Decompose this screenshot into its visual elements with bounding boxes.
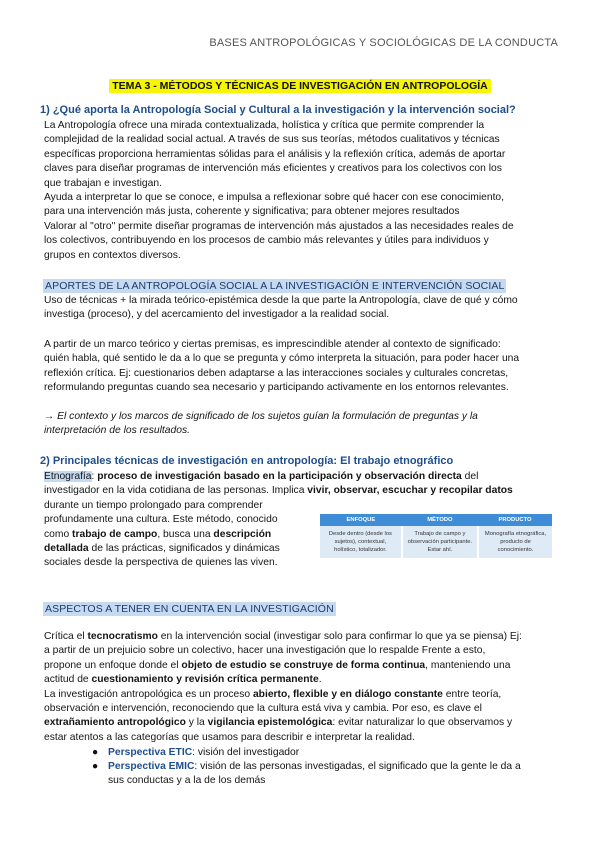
bold-fragment: vigilancia epistemológica xyxy=(207,717,333,729)
perspective-text: : visión del investigador xyxy=(192,747,300,758)
text-fragment: , busca una xyxy=(157,528,214,540)
text-fragment: actitud de xyxy=(44,674,92,686)
text-line xyxy=(44,630,564,644)
text-fragment: propone un enfoque donde el xyxy=(44,659,182,671)
text-fragment: , manteniendo una xyxy=(425,659,511,671)
perspectives-list xyxy=(92,746,562,775)
text-fragment: entre teoría, xyxy=(442,688,502,700)
text-line: específicas proporciona herramientas sólidas para el análisis y la reflexión crítica, además de aportar xyxy=(44,148,506,160)
bold-fragment: extrañamiento antropológico xyxy=(44,717,186,729)
text-line: La Antropología ofrece una mirada contextualizada, holística y crítica que permite comprender la xyxy=(44,120,485,131)
section-2-heading: 2) Principales técnicas de investigación en antropología: El trabajo etnográfico xyxy=(40,455,454,467)
text-line: reflexión crítica. Ej: cuestionarios deben adaptarse a las interacciones sociales y culturales concretas, xyxy=(44,367,509,379)
text-line: quién habla, qué sentido le da a lo que se pregunta y cómo interpreta la situación, para poder hacer una xyxy=(44,353,520,365)
table-header-producto: PRODUCTO xyxy=(478,514,552,526)
table-header-metodo: MÉTODO xyxy=(402,514,478,526)
bold-fragment: vivir, observar, escuchar y recopilar datos xyxy=(307,485,513,497)
bold-fragment: proceso de investigación basado en la participación y observación directa xyxy=(97,471,462,482)
text-line: para una intervención más justa, coherente y significativa; para obtener mejores resultados xyxy=(44,206,460,218)
ethnography-table xyxy=(320,514,552,558)
text-line xyxy=(44,659,564,673)
text-line xyxy=(44,688,564,702)
perspective-text: : visión de las personas investigadas, el significado que la gente le da a xyxy=(194,761,521,773)
text-line: A partir de un marco teórico y ciertas premisas, es imprescindible atender al contexto de significado: xyxy=(44,339,501,350)
text-fragment: de las prácticas, significados y dinámicas xyxy=(88,543,280,555)
aspectos-heading: ASPECTOS A TENER EN CUENTA EN LA INVESTIGACIÓN xyxy=(45,603,334,615)
text-line xyxy=(44,673,564,687)
table-cell: Monografía etnográfica, producto de conocimiento. xyxy=(478,526,552,558)
list-item xyxy=(92,746,562,760)
text-fragment: del xyxy=(461,471,479,482)
perspective-term: Perspectiva ETIC xyxy=(108,747,193,758)
text-fragment: : evitar naturalizar lo que observamos y xyxy=(332,717,513,729)
aportes-paragraph-1 xyxy=(44,294,564,323)
bold-fragment: cuestionamiento y revisión crítica permanente xyxy=(91,674,319,686)
text-fragment: La investigación antropológica es un proceso xyxy=(44,688,253,700)
text-line: investiga (proceso), y del acercamiento del investigador a la realidad social. xyxy=(44,309,390,321)
running-header: BASES ANTROPOLÓGICAS Y SOCIOLÓGICAS DE LA CONDUCTA xyxy=(209,37,558,49)
table-cell: Trabajo de campo y observación participante. Estar ahí. xyxy=(402,526,478,558)
text-line: que trabajan e investigan. xyxy=(44,177,162,189)
text-line: grupos en contextos diversos. xyxy=(44,249,181,261)
text-line: complejidad de la realidad social actual. A través de sus sus teorías, métodos cualitativos y técnicas xyxy=(44,134,500,146)
text-line: a partir de un prejuicio sobre un colectivo, hacer una investigación que lo respalde Frente a esto, xyxy=(44,645,486,657)
table-header-enfoque: ENFOQUE xyxy=(320,514,402,526)
list-item xyxy=(92,760,562,774)
text-fragment: como xyxy=(44,528,73,540)
bold-fragment: descripción xyxy=(213,528,272,540)
text-fragment: investigador en la vida cotidiana de las personas. Implica xyxy=(44,485,308,497)
text-line: observación e intervención, reconociendo que la cultura está viva y cambia. Por eso, es clave el xyxy=(44,703,482,715)
aportes-heading: APORTES DE LA ANTROPOLOGÍA SOCIAL A LA INVESTIGACIÓN E INTERVENCIÓN SOCIAL xyxy=(45,280,505,292)
text-line: interpretación de los resultados. xyxy=(44,425,190,437)
bold-fragment: tecnocratismo xyxy=(87,631,158,642)
text-line: Uso de técnicas + la mirada teórico-epistémica desde la que parte la Antropología, clave de qué y cómo xyxy=(44,295,518,306)
text-line xyxy=(44,470,564,484)
text-fragment: y la xyxy=(185,717,208,729)
text-fragment: : xyxy=(91,471,98,482)
document-title-text: TEMA 3 - MÉTODOS Y TÉCNICAS DE INVESTIGACIÓN EN ANTROPOLOGÍA xyxy=(109,79,491,93)
document-title xyxy=(0,76,600,94)
text-line: Ayuda a interpretar lo que se conoce, e impulsa a reflexionar sobre qué hacer con ese conocimiento, xyxy=(44,192,505,204)
bullet-icon: ● xyxy=(92,761,99,773)
text-line: profundamente una cultura. Este método, conocido xyxy=(44,514,278,526)
bold-fragment: detallada xyxy=(44,543,89,555)
bullet-icon: ● xyxy=(92,747,99,758)
perspective-term: Perspectiva EMIC xyxy=(108,761,195,773)
text-fragment: Crítica el xyxy=(44,631,88,642)
bold-fragment: trabajo de campo xyxy=(72,528,158,540)
list-item-continuation: sus conductas y a la de los demás xyxy=(108,775,266,786)
text-line xyxy=(44,716,564,730)
text-fragment: en la intervención social (investigar solo para confirmar lo que ya se piensa) Ej: xyxy=(157,631,522,642)
text-line: Valorar al "otro" permite diseñar programas de intervención más ajustados a las necesidades reales de xyxy=(44,220,514,232)
text-line: sociales desde la perspectiva de quienes las viven. xyxy=(44,557,278,569)
text-line: → El contexto y los marcos de significado de los sujetos guían la formulación de preguntas y la xyxy=(44,411,478,422)
table-row xyxy=(320,526,552,558)
aspectos-body xyxy=(44,630,564,745)
text-line: los colectivos, contribuyendo en los procesos de cambio más relevantes y útiles para individuos y xyxy=(44,235,489,247)
text-line xyxy=(44,484,564,498)
text-line: reformulando preguntas cuando sea necesario y participando activamente en los entornos relevantes. xyxy=(44,382,509,394)
aportes-conclusion xyxy=(44,410,564,439)
text-fragment: . xyxy=(318,674,322,686)
etnografia-term: Etnografía xyxy=(44,471,92,482)
bold-fragment: objeto de estudio se construye de forma continua xyxy=(181,659,426,671)
text-line: claves para diseñar programas de intervención más eficientes y creativos para los colectivos con los xyxy=(44,163,502,175)
text-line: estar atentos a las categorías que usamos para describir e interpretar la realidad. xyxy=(44,731,415,743)
table-cell: Desde dentro (desde los sujetos), contextual, holístico, totalizador. xyxy=(320,526,402,558)
section-1-body xyxy=(44,119,564,263)
bold-fragment: abierto, flexible y en diálogo constante xyxy=(252,688,443,700)
table-header-row xyxy=(320,514,552,526)
text-line: durante un tiempo prolongado para comprender xyxy=(44,499,263,511)
section-1-heading: 1) ¿Qué aporta la Antropología Social y Cultural a la investigación y la intervención social? xyxy=(40,104,516,116)
aportes-paragraph-2 xyxy=(44,338,564,396)
